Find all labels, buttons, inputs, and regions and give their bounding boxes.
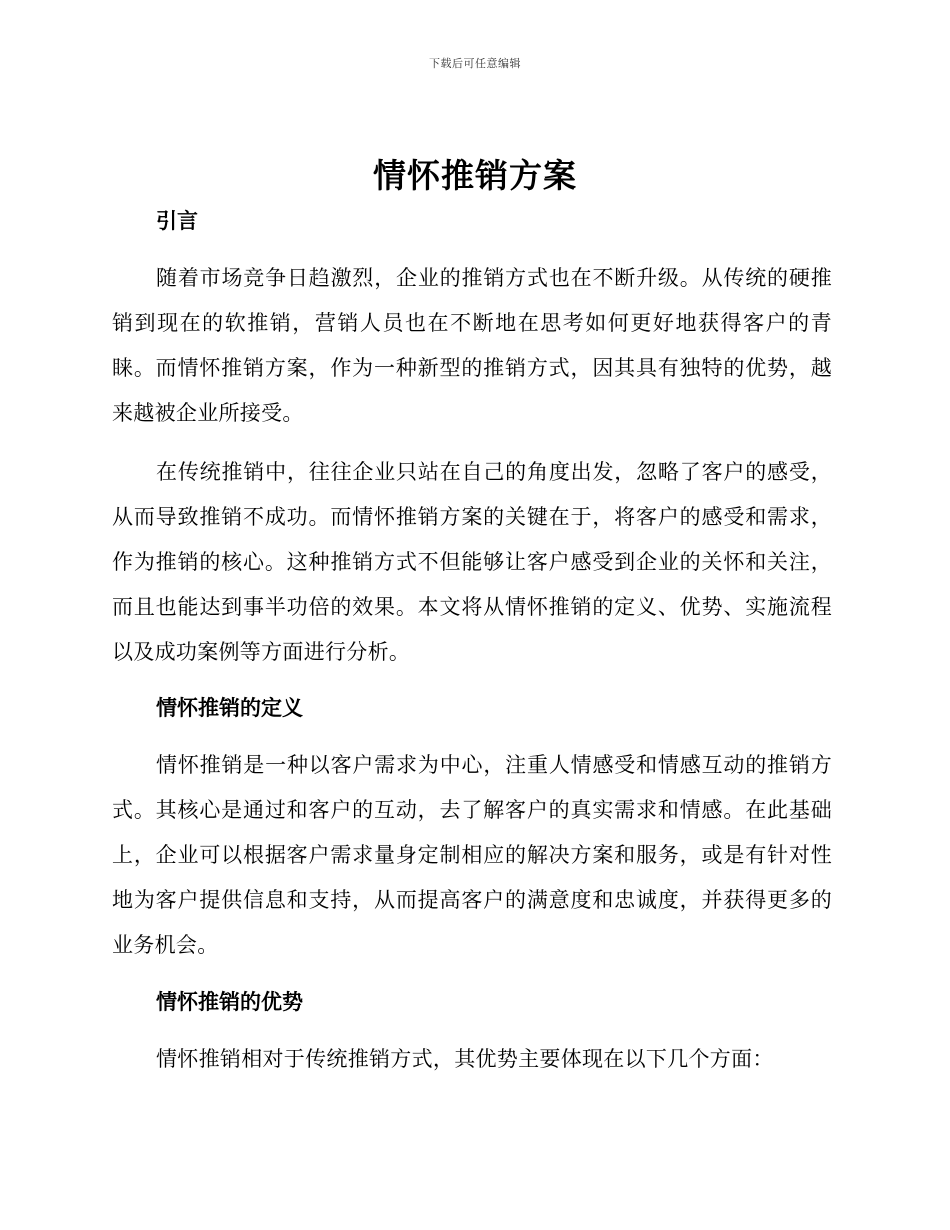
- section-heading-definition: 情怀推销的定义: [156, 696, 303, 720]
- paragraph-advantages-1: 情怀推销相对于传统推销方式，其优势主要体现在以下几个方面：: [156, 1047, 774, 1071]
- paragraph-introduction-1: 随着市场竞争日趋激烈，企业的推销方式也在不断升级。从传统的硬推销到现在的软推销，营销人员也在不断地在思考如何更好地获得客户的青睐。而情怀推销方案，作为一种新型的推销方式，因其具有独特的优势，越来越被企业所接受。: [112, 266, 832, 425]
- document-title: 情怀推销方案: [373, 156, 577, 195]
- paragraph-introduction-2: 在传统推销中，往往企业只站在自己的角度出发，忽略了客户的感受，从而导致推销不成功。而情怀推销方案的关键在于，将客户的感受和需求，作为推销的核心。这种推销方式不但能够让客户感受到企业的关怀和关注，而且也能达到事半功倍的效果。本文将从情怀推销的定义、优势、实施流程以及成功案例等方面进行分析。: [112, 460, 832, 664]
- header-note: 下载后可任意编辑: [429, 57, 521, 70]
- section-heading-advantages: 情怀推销的优势: [156, 990, 303, 1014]
- paragraph-definition-1: 情怀推销是一种以客户需求为中心，注重人情感受和情感互动的推销方式。其核心是通过和客户的互动，去了解客户的真实需求和情感。在此基础上，企业可以根据客户需求量身定制相应的解决方案和服务，或是有针对性地为客户提供信息和支持，从而提高客户的满意度和忠诚度，并获得更多的业务机会。: [112, 753, 832, 957]
- section-heading-introduction: 引言: [156, 209, 198, 233]
